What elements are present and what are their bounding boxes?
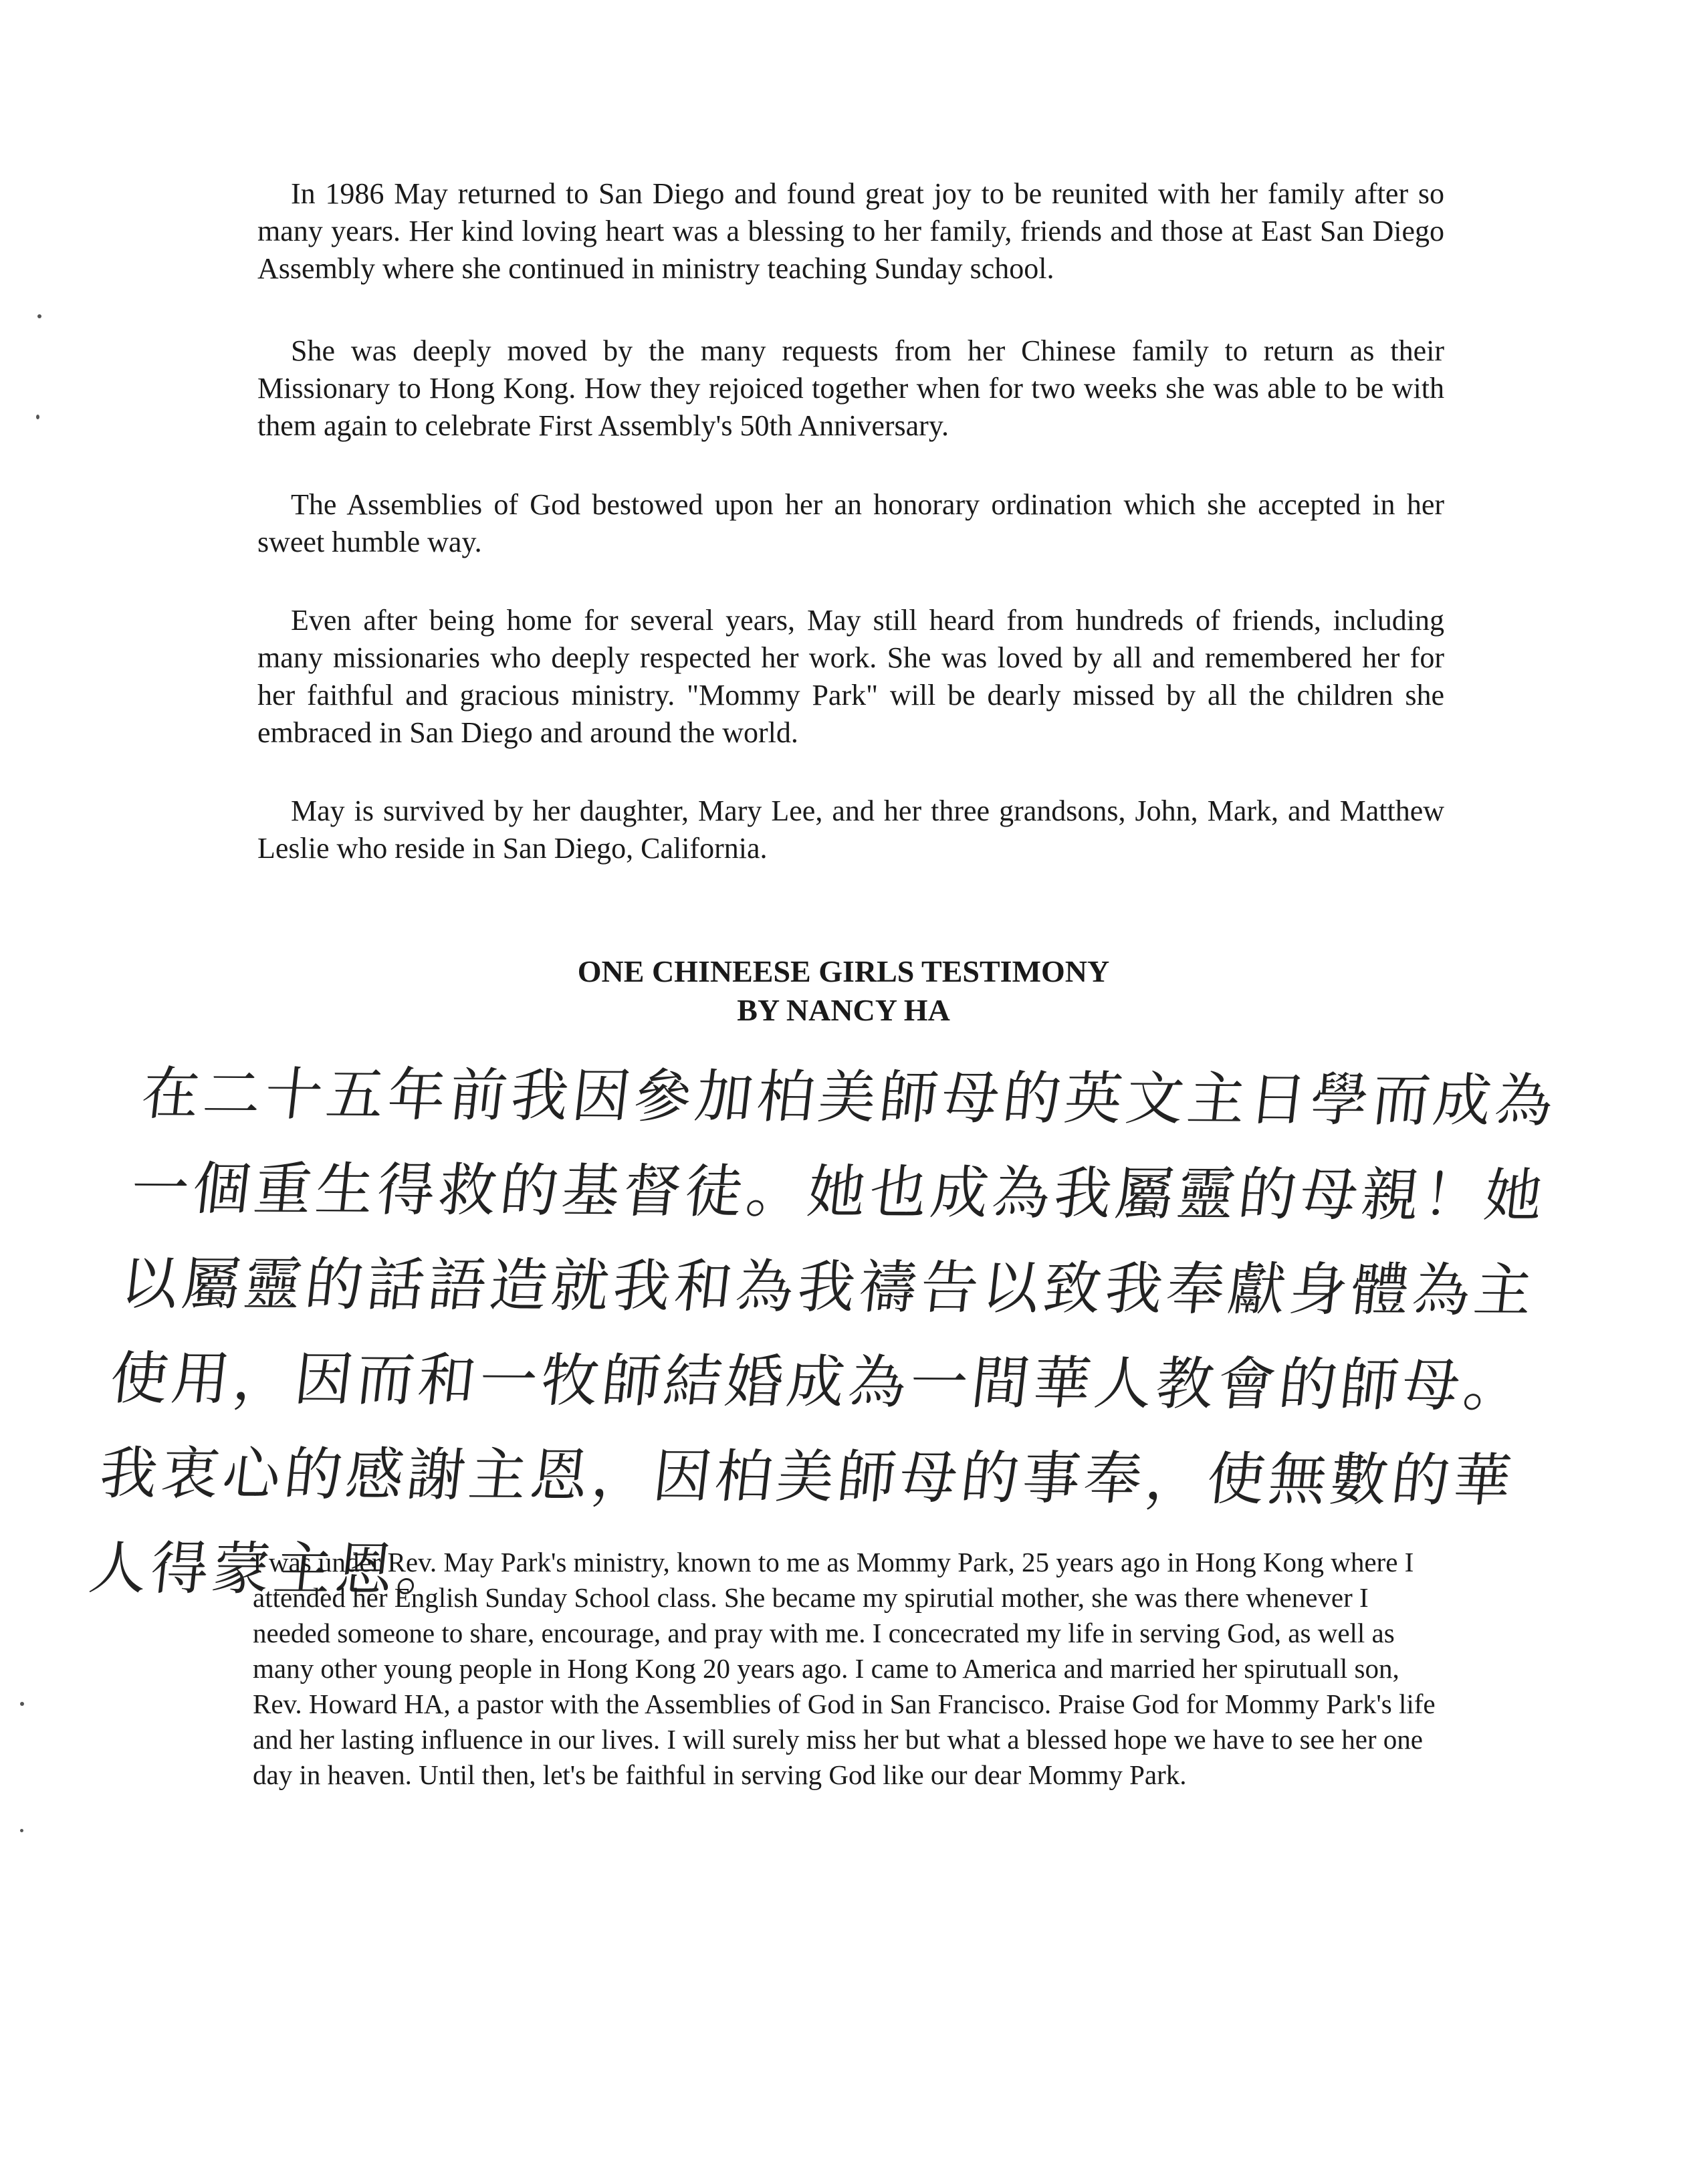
scan-speck	[37, 314, 41, 318]
scan-speck	[20, 1829, 23, 1832]
handwritten-chinese-text: 在二十五年前我因參加柏美師母的英文主日學而成為一個重生得救的基督徒。她也成為我屬靈的母親！她以屬靈的話語造就我和為我禱告以致我奉獻身體為主使用，因而和一牧師結婚成為一間華人教會的師母。我衷心的感謝主恩，因柏美師母的事奉，使無數的華人得蒙主恩。	[86, 1060, 1561, 1604]
section-title: ONE CHINEESE GIRLS TESTIMONY	[577, 954, 1110, 988]
paragraph-hong-kong-visit: She was deeply moved by the many requests from her Chinese family to return as their Missionary to Hong Kong. How they rejoiced together when for two weeks she was able to be with them again to celebrate First Assembly's 50th Anniversary.	[257, 334, 1444, 442]
scan-speck	[36, 415, 39, 419]
scan-speck	[20, 1702, 24, 1706]
paragraph-honorary-ordination: The Assemblies of God bestowed upon her an honorary ordination which she accepted in her sweet humble way.	[257, 488, 1444, 558]
section-byline: BY NANCY HA	[737, 993, 950, 1027]
testimony-paragraph: I was under Rev. May Park's ministry, known to me as Mommy Park, 25 years ago in Hong Kong where I attended her English Sunday School class. She became my spirutial mother, she was there whenever I needed someone to share, encourage, and pray with me. I concecrated my life in serving God, as well as many other young people in Hong Kong 20 years ago. I came to America and married her spirutuall son, Rev. Howard HA, a pastor with the Assemblies of God in San Francisco. Praise God for Mommy Park's life and her lasting influence in our lives. I will surely miss her but what a blessed hope we have to see her one day in heaven. Until then, let's be faithful in serving God like our dear Mommy Park.	[253, 1547, 1436, 1790]
paragraph-remembered: Even after being home for several years, May still heard from hundreds of friends, including many missionaries who deeply respected her work. She was loved by all and remembered her for her faithful and gracious ministry. "Mommy Park" will be dearly missed by all the children she embraced in San Diego and around the world.	[257, 604, 1444, 749]
paragraph-survived-by: May is survived by her daughter, Mary Lee, and her three grandsons, John, Mark, and Matthew Leslie who reside in San Diego, California.	[257, 794, 1444, 865]
paragraph-return-to-san-diego: In 1986 May returned to San Diego and found great joy to be reunited with her family after so many years. Her kind loving heart was a blessing to her family, friends and those at East San Diego Assembly where she continued in ministry teaching Sunday school.	[257, 177, 1444, 285]
